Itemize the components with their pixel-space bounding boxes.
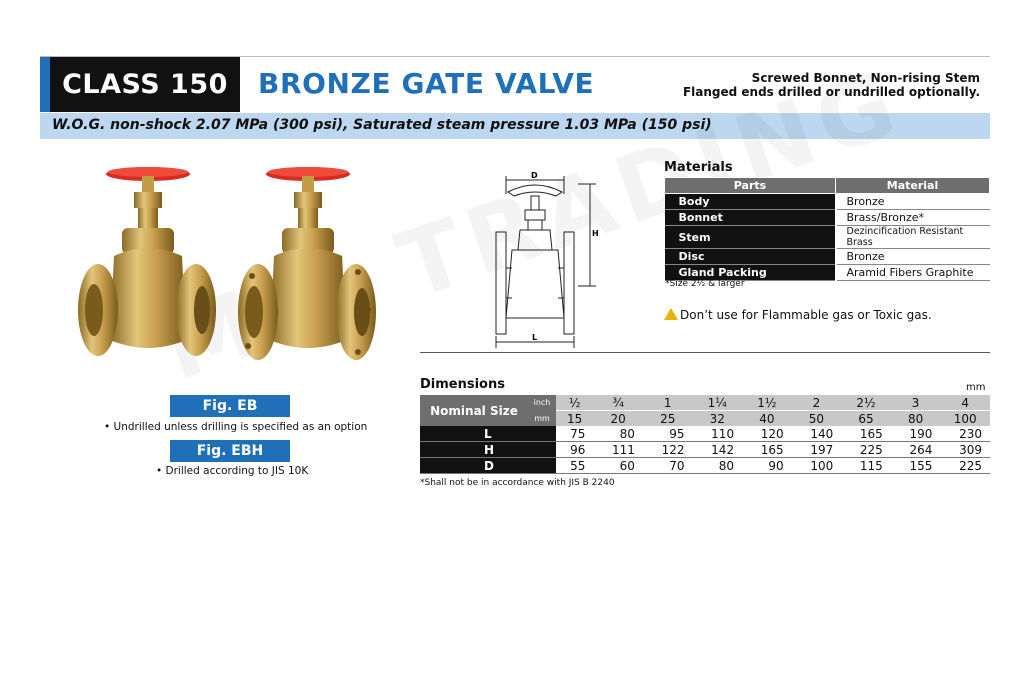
dimension-value: 140: [792, 426, 842, 442]
inch-unit-label: inch: [528, 395, 556, 411]
size-mm: 15: [556, 411, 593, 427]
nominal-size-label: Nominal Size: [420, 395, 528, 426]
dimension-value: 165: [841, 426, 891, 442]
dimension-value: 111: [593, 442, 643, 458]
materials-row: [665, 249, 990, 265]
dimension-value: 197: [792, 442, 842, 458]
dimension-value: 225: [940, 458, 990, 474]
materials-row: [665, 226, 990, 249]
size-inch: 2: [792, 395, 842, 411]
valve-photo-eb: [78, 160, 216, 375]
part-name: Bonnet: [665, 210, 836, 226]
material-name: Bronze: [836, 194, 990, 210]
dimension-value: 96: [556, 442, 593, 458]
dimension-value: 100: [792, 458, 842, 474]
size-mm: 25: [643, 411, 693, 427]
dimension-row-l: [420, 426, 990, 442]
dimension-label: H: [420, 442, 556, 458]
dimension-value: 95: [643, 426, 693, 442]
drawing-label-d: D: [531, 171, 538, 180]
dimension-row-h: [420, 442, 990, 458]
dimension-row-d: [420, 458, 990, 474]
fig-note-ebh: • Drilled according to JIS 10K: [156, 465, 309, 477]
materials-row: [665, 194, 990, 210]
size-mm: 20: [593, 411, 643, 427]
dimension-value: 190: [891, 426, 941, 442]
dimension-value: 80: [593, 426, 643, 442]
dimensions-table: [420, 395, 990, 474]
dimension-value: 80: [693, 458, 743, 474]
dimension-value: 122: [643, 442, 693, 458]
material-name: Brass/Bronze*: [836, 210, 990, 226]
dimension-value: 264: [891, 442, 941, 458]
dimensions-title: Dimensions: [420, 377, 505, 392]
dimensions-unit: mm: [966, 382, 986, 393]
size-inch: 1¼: [693, 395, 743, 411]
material-name: Dezincification Resistant Brass: [836, 226, 990, 249]
materials-table: [664, 177, 990, 281]
size-inch: 3: [891, 395, 941, 411]
dimension-value: 55: [556, 458, 593, 474]
header-subtitle-2: Flanged ends drilled or undrilled optionally.: [682, 85, 980, 99]
valve-dimension-drawing: [492, 168, 612, 353]
size-mm: 32: [693, 411, 743, 427]
warning-notice: [664, 307, 932, 322]
dimension-value: 230: [940, 426, 990, 442]
dimension-value: 70: [643, 458, 693, 474]
material-name: Bronze: [836, 249, 990, 265]
size-inch: 1½: [742, 395, 792, 411]
drawing-label-l: L: [532, 333, 538, 342]
materials-header-parts: Parts: [665, 178, 836, 194]
material-name: Aramid Fibers Graphite: [836, 265, 990, 281]
dimension-value: 90: [742, 458, 792, 474]
dimension-value: 115: [841, 458, 891, 474]
page-title: BRONZE GATE VALVE: [258, 67, 595, 100]
dimension-value: 165: [742, 442, 792, 458]
dimension-value: 60: [593, 458, 643, 474]
size-inch: 4: [940, 395, 990, 411]
size-inch: ½: [556, 395, 593, 411]
dimension-value: 309: [940, 442, 990, 458]
drawing-label-h: H: [592, 229, 599, 238]
dimensions-footnote: *Shall not be in accordance with JIS B 2240: [420, 478, 615, 488]
size-inch: 1: [643, 395, 693, 411]
dimension-value: 142: [693, 442, 743, 458]
size-inch: ¾: [593, 395, 643, 411]
fig-label-ebh: Fig. EBH: [170, 440, 290, 462]
part-name: Disc: [665, 249, 836, 265]
header-subtitle-1: Screwed Bonnet, Non-rising Stem: [751, 71, 980, 85]
materials-row: [665, 210, 990, 226]
dimension-value: 155: [891, 458, 941, 474]
size-mm: 80: [891, 411, 941, 427]
materials-title: Materials: [664, 160, 733, 175]
materials-footnote: *Size 2½ & larger: [665, 279, 745, 289]
class-label: CLASS 150: [50, 57, 240, 112]
part-name: Gland Packing: [665, 265, 836, 281]
size-inch: 2½: [841, 395, 891, 411]
dimension-value: 110: [693, 426, 743, 442]
warning-text: Don’t use for Flammable gas or Toxic gas.: [680, 308, 932, 322]
fig-note-eb: • Undrilled unless drilling is specified as an option: [104, 421, 368, 433]
part-name: Stem: [665, 226, 836, 249]
dimension-value: 120: [742, 426, 792, 442]
valve-photo-ebh: [238, 160, 376, 375]
fig-label-eb: Fig. EB: [170, 395, 290, 417]
warning-icon: [664, 308, 678, 320]
size-mm: 50: [792, 411, 842, 427]
section-divider: [420, 352, 990, 353]
dimension-value: 225: [841, 442, 891, 458]
dimension-value: 75: [556, 426, 593, 442]
size-mm: 65: [841, 411, 891, 427]
mm-unit-label: mm: [528, 411, 556, 427]
spec-text: W.O.G. non-shock 2.07 MPa (300 psi), Saturated steam pressure 1.03 MPa (150 psi): [52, 117, 712, 133]
header-accent-stripe: [40, 57, 50, 112]
dimension-label: L: [420, 426, 556, 442]
size-mm: 100: [940, 411, 990, 427]
size-mm: 40: [742, 411, 792, 427]
dimension-label: D: [420, 458, 556, 474]
part-name: Body: [665, 194, 836, 210]
materials-header-material: Material: [836, 178, 990, 194]
